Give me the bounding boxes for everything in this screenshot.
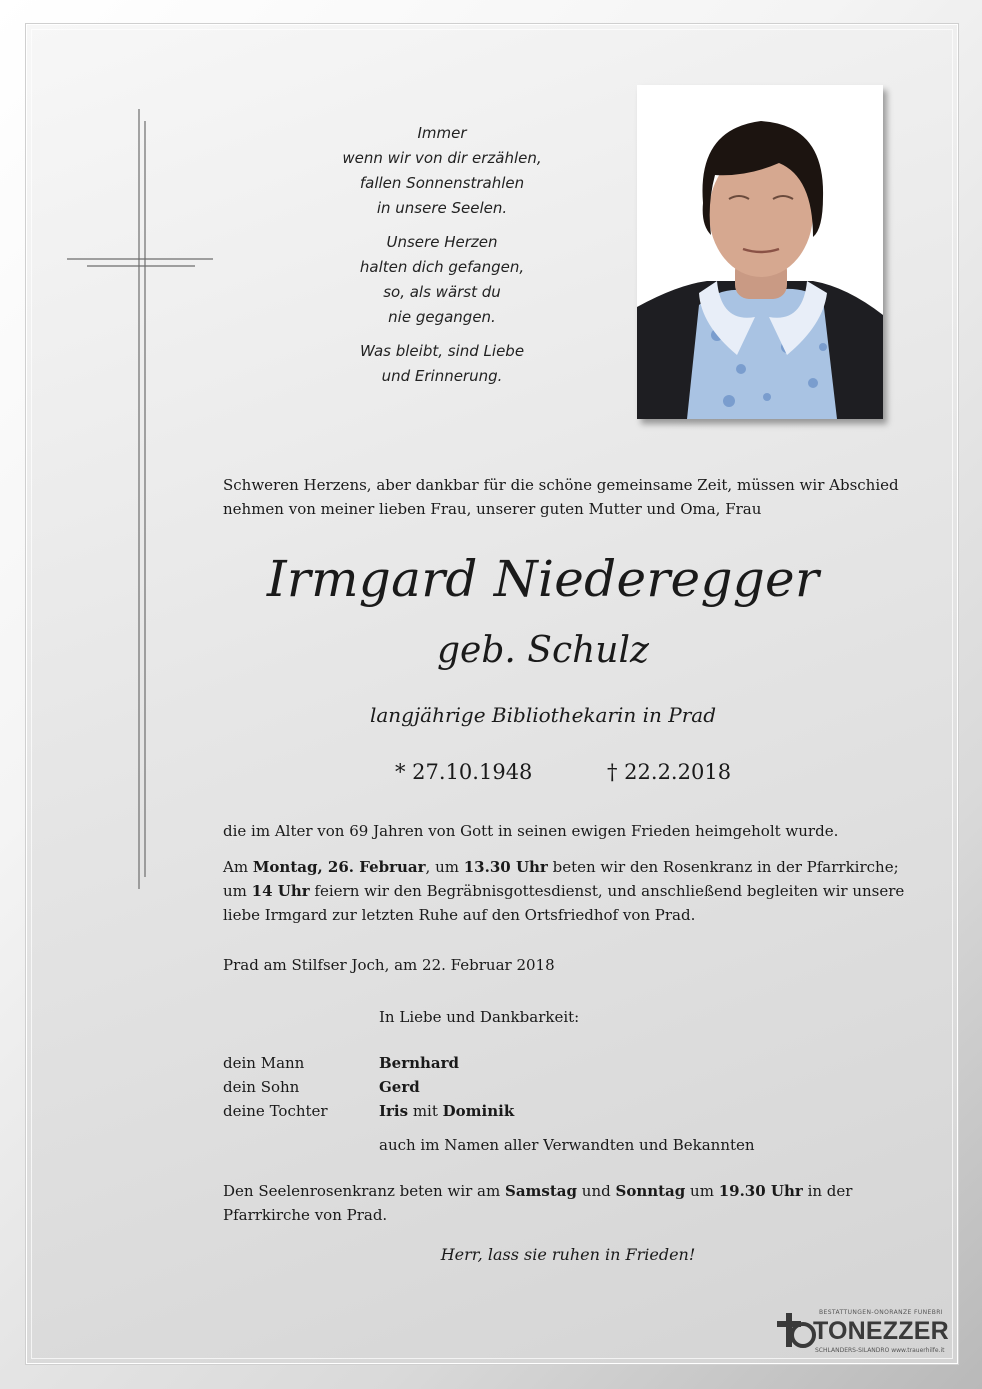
- logo-brand: TONEZZER: [813, 1317, 949, 1345]
- poem-line: so, als wärst du: [383, 283, 501, 301]
- closing-prayer: Herr, lass sie ruhen in Frieden!: [440, 1245, 696, 1264]
- poem-line: in unsere Seelen.: [376, 199, 508, 217]
- poem-line: und Erinnerung.: [381, 367, 503, 385]
- family-member: Gerd: [379, 1078, 420, 1096]
- poem-line: halten dich gefangen,: [359, 258, 525, 276]
- rosary-time: 19.30 Uhr: [718, 1182, 803, 1200]
- poem-stanza: [307, 121, 577, 221]
- portrait-illustration: [637, 85, 883, 419]
- poem-line: Was bleibt, sind Liebe: [359, 342, 525, 360]
- poem-line: Unsere Herzen: [386, 233, 498, 251]
- funeral-day: Montag, 26. Februar: [252, 858, 426, 876]
- rosary-details: [223, 1179, 913, 1227]
- rosary-day: Samstag: [505, 1182, 578, 1200]
- member-name: Dominik: [442, 1102, 515, 1120]
- portrait-photo: [637, 85, 883, 419]
- place-and-date: Prad am Stilfser Joch, am 22. Februar 2018: [223, 956, 555, 974]
- intro-text: Schweren Herzens, aber dankbar für die schöne gemeinsame Zeit, müssen wir Abschied nehmen von meiner lieben Frau, unserer guten Mutter und Oma, Frau: [223, 476, 899, 518]
- text-run: um: [685, 1182, 719, 1200]
- family-list: [223, 1051, 913, 1154]
- text-run: in der Pfarrkirche von Prad.: [223, 1182, 853, 1224]
- family-row: [223, 1075, 913, 1099]
- logo-tagline: BESTATTUNGEN-ONORANZE FUNEBRI: [819, 1309, 943, 1316]
- text-run: beten wir den Rosenkranz in der Pfarrkirche; um: [223, 858, 899, 900]
- text-run: , um: [425, 858, 464, 876]
- extended-family-note: auch im Namen aller Verwandten und Bekannten: [379, 1136, 755, 1154]
- death-date: † 22.2.2018: [607, 760, 732, 784]
- birth-date: * 27.10.1948: [395, 760, 533, 784]
- rosary-day: Sonntag: [615, 1182, 686, 1200]
- funeral-details: [223, 855, 913, 927]
- text-run: Den Seelenrosenkranz beten wir am: [223, 1182, 505, 1200]
- text-run: mit: [408, 1102, 443, 1120]
- family-row: [223, 1099, 913, 1123]
- maiden-name: geb. Schulz: [437, 630, 649, 671]
- poem-stanza: [307, 230, 577, 330]
- obituary-card: [26, 24, 958, 1364]
- relation-label: dein Sohn: [223, 1078, 300, 1096]
- poem-line: fallen Sonnenstrahlen: [359, 174, 525, 192]
- family-row: [223, 1051, 913, 1075]
- logo-locations: SCHLANDERS-SILANDRO www.trauerhilfe.it: [815, 1347, 945, 1354]
- member-name: Iris: [379, 1102, 409, 1120]
- text-run: und: [577, 1182, 616, 1200]
- deceased-name: Irmgard Niederegger: [266, 550, 820, 608]
- poem-line: nie gegangen.: [388, 308, 496, 326]
- service-time: 14 Uhr: [251, 882, 310, 900]
- funeral-home-logo: [777, 1307, 953, 1359]
- poem-line: wenn wir von dir erzählen,: [342, 149, 542, 167]
- poem: [307, 121, 577, 398]
- passing-text: die im Alter von 69 Jahren von Gott in seinen ewigen Frieden heimgeholt wurde.: [223, 822, 839, 840]
- poem-stanza: [307, 339, 577, 389]
- mourners-heading: In Liebe und Dankbarkeit:: [379, 1008, 580, 1026]
- cross-icon: [67, 109, 213, 889]
- poem-line: Immer: [417, 124, 467, 142]
- rosary-time: 13.30 Uhr: [463, 858, 548, 876]
- logo-cross-icon: [777, 1311, 817, 1351]
- relation-label: deine Tochter: [223, 1102, 328, 1120]
- family-member: Bernhard: [379, 1054, 460, 1072]
- occupation: langjährige Bibliothekarin in Prad: [369, 703, 717, 727]
- family-member: [379, 1099, 514, 1123]
- text-run: feiern wir den Begräbnisgottesdienst, und anschließend begleiten wir unsere liebe Irmgard zur letzten Ruhe auf den Ortsfriedhof von Prad.: [223, 882, 905, 924]
- relation-label: dein Mann: [223, 1054, 305, 1072]
- life-dates: [223, 757, 863, 787]
- text-run: Am: [223, 858, 253, 876]
